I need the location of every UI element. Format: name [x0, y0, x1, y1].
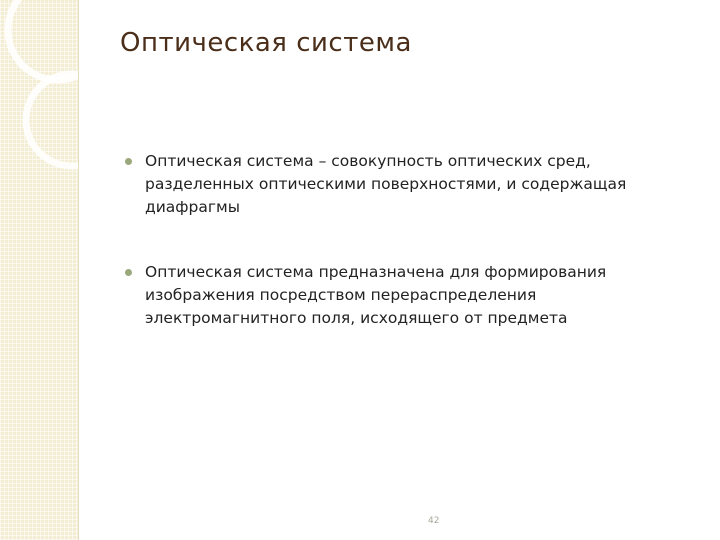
- page-number: 42: [428, 516, 440, 526]
- bullet-text: – совокупность оптических сред, разделенных оптическими поверхностями, и содержащая диафрагмы: [145, 152, 627, 216]
- decor-circle-upper: [8, 0, 78, 80]
- bullet-list: [125, 150, 685, 330]
- slide-title: Оптическая система: [120, 28, 412, 58]
- bullet-item: [125, 150, 685, 219]
- bullet-marker-icon: [125, 158, 132, 165]
- decorative-circles: [0, 0, 78, 540]
- bullet-item: [125, 261, 685, 330]
- bullet-term: Оптическая система: [145, 152, 314, 170]
- decor-circle-lower: [26, 74, 78, 166]
- bullet-marker-icon: [125, 269, 132, 276]
- bullet-text: Оптическая система предназначена для формирования изображения посредством перераспределения электромагнитного поля, исходящего от предмета: [145, 263, 607, 327]
- side-panel-divider: [78, 0, 79, 540]
- decorative-side-panel: [0, 0, 78, 540]
